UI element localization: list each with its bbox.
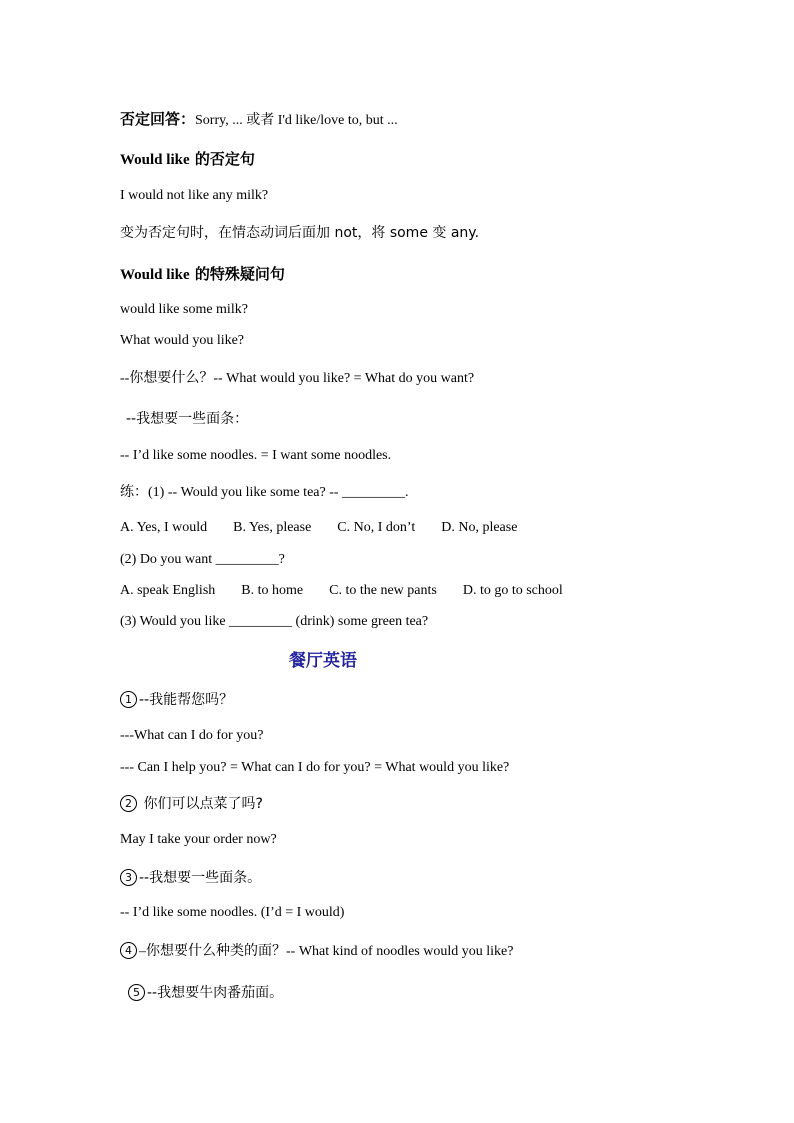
heading-cn: 的特殊疑问句 <box>189 265 285 283</box>
dialogue-line: -- I’d like some noodles. (I’d = I would) <box>120 905 345 920</box>
grammar-note: 变为否定句时，在情态动词后面加 not，将 some 变 any. <box>120 225 480 241</box>
exercise-q2: (2) Do you want _________? <box>120 552 285 567</box>
example-line-4: --我想要一些面条： <box>126 411 249 427</box>
dialogue-text: –你想要什么种类的面？-- What kind of noodles would you like? <box>139 944 514 959</box>
negative-answer-line <box>120 110 398 130</box>
dialogue-line: May I take your order now? <box>120 832 277 847</box>
option: A. Yes, I would <box>120 520 208 535</box>
option: A. speak English <box>120 583 216 598</box>
example-line-2: What would you like? <box>120 333 245 348</box>
option: D. No, please <box>441 520 518 535</box>
option: B. Yes, please <box>233 520 312 535</box>
dialogue-text: --我想要牛肉番茄面。 <box>147 985 284 1001</box>
heading-cn: 的否定句 <box>189 150 255 168</box>
restaurant-english-title: 餐厅英语 <box>289 651 357 671</box>
dialogue-item-1 <box>120 691 233 709</box>
section-heading-negative <box>120 150 255 170</box>
heading-en: Would like <box>120 267 190 283</box>
circled-number: 5 <box>128 984 145 1001</box>
exercise-q1: 练：(1) -- Would you like some tea? -- _________. <box>120 485 409 500</box>
dialogue-text: 你们可以点菜了吗? <box>139 796 263 812</box>
dialogue-line: ---What can I do for you? <box>120 728 264 743</box>
dialogue-text: --我想要一些面条。 <box>139 870 262 886</box>
section-heading-wh-question <box>120 265 285 285</box>
example-line-1: would like some milk? <box>120 302 248 317</box>
dialogue-text: --我能帮您吗？ <box>139 692 234 708</box>
circled-number: 2 <box>120 795 137 812</box>
dialogue-item-5 <box>128 984 283 1002</box>
negative-answer-label: 否定回答： <box>120 110 196 128</box>
exercise-q3: (3) Would you like _________ (drink) some green tea? <box>120 614 429 629</box>
dialogue-item-2 <box>120 795 263 813</box>
dialogue-item-3 <box>120 869 261 887</box>
example-line-3: --你想要什么？-- What would you like? = What do you want? <box>120 371 475 386</box>
example-line-5: -- I’d like some noodles. = I want some noodles. <box>120 448 392 463</box>
exercise-q2-options <box>120 582 563 600</box>
option: C. to the new pants <box>329 583 437 598</box>
example-sentence: I would not like any milk? <box>120 188 269 203</box>
exercise-q1-options <box>120 519 517 537</box>
circled-number: 1 <box>120 691 137 708</box>
circled-number: 3 <box>120 869 137 886</box>
option: D. to go to school <box>462 583 563 598</box>
heading-en: Would like <box>120 152 190 168</box>
dialogue-item-4 <box>120 942 513 961</box>
option: B. to home <box>241 583 304 598</box>
option: C. No, I don’t <box>337 520 416 535</box>
circled-number: 4 <box>120 942 137 959</box>
negative-answer-text: Sorry, ... 或者 I'd like/love to, but ... <box>195 113 398 128</box>
dialogue-line: --- Can I help you? = What can I do for you? = What would you like? <box>120 760 510 775</box>
